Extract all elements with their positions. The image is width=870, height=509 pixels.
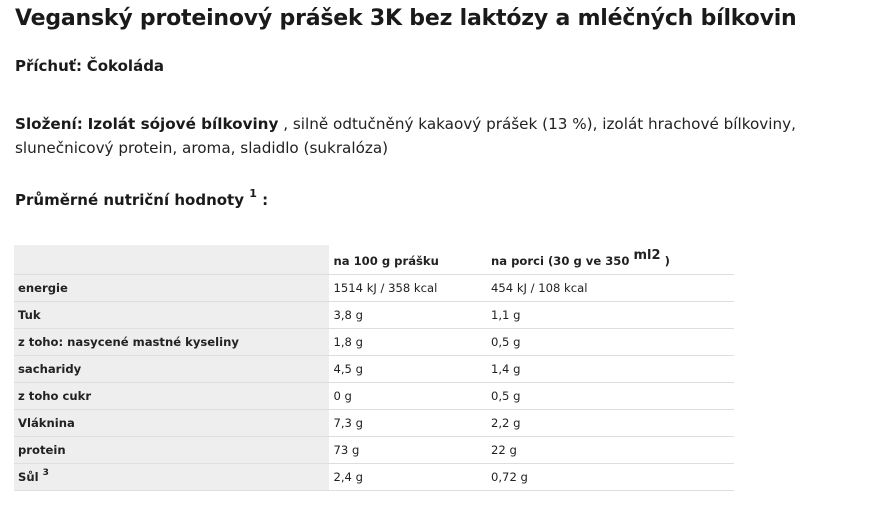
row-value-per-serving: 1,1 g bbox=[487, 302, 734, 329]
row-value-per-serving: 0,5 g bbox=[487, 383, 734, 410]
nutrition-heading bbox=[15, 187, 269, 209]
composition-highlight: Izolát sójové bílkoviny bbox=[87, 115, 279, 133]
row-value-per-100g: 2,4 g bbox=[329, 464, 487, 491]
composition-paragraph bbox=[15, 112, 860, 160]
header-corner-cell bbox=[14, 245, 329, 275]
header-per-serving-text: na porci (30 g ve 350 bbox=[491, 254, 634, 268]
table-row bbox=[14, 329, 734, 356]
nutrition-table-body bbox=[14, 275, 734, 491]
row-value-per-serving: 22 g bbox=[487, 437, 734, 464]
row-label-with-footnote bbox=[14, 464, 329, 491]
nutrition-heading-footnote: 1 bbox=[249, 187, 257, 200]
header-per-serving-footnote: ml2 bbox=[633, 248, 661, 264]
table-row bbox=[14, 464, 734, 491]
row-label: Sůl bbox=[18, 470, 39, 484]
row-label: z toho cukr bbox=[14, 383, 329, 410]
table-row bbox=[14, 356, 734, 383]
row-value-per-100g: 4,5 g bbox=[329, 356, 487, 383]
composition-text: , silně odtučněný kakaový prášek (13 %), izolát hrachové bílkoviny, slunečnicový protein, aroma, sladidlo (sukralóza) bbox=[15, 115, 796, 157]
table-row bbox=[14, 437, 734, 464]
row-label: Tuk bbox=[14, 302, 329, 329]
nutrition-heading-text: Průměrné nutriční hodnoty bbox=[15, 191, 244, 209]
flavor-value: Čokoláda bbox=[86, 57, 165, 75]
nutrition-table-header-row bbox=[14, 245, 734, 275]
row-value-per-serving: 0,5 g bbox=[487, 329, 734, 356]
row-label: z toho: nasycené mastné kyseliny bbox=[14, 329, 329, 356]
row-value-per-100g: 7,3 g bbox=[329, 410, 487, 437]
row-value-per-serving: 1,4 g bbox=[487, 356, 734, 383]
composition-label: Složení: bbox=[15, 115, 83, 133]
table-row bbox=[14, 302, 734, 329]
flavor-line bbox=[15, 57, 164, 75]
row-value-per-100g: 73 g bbox=[329, 437, 487, 464]
product-title: Veganský proteinový prášek 3K bez laktózy a mléčných bílkovin bbox=[15, 6, 797, 31]
row-value-per-100g: 0 g bbox=[329, 383, 487, 410]
row-value-per-serving: 454 kJ / 108 kcal bbox=[487, 275, 734, 302]
row-value-per-serving: 0,72 g bbox=[487, 464, 734, 491]
row-label-footnote: 3 bbox=[42, 468, 49, 479]
table-row bbox=[14, 383, 734, 410]
header-per-serving-close: ) bbox=[660, 254, 670, 268]
nutrition-table bbox=[14, 245, 734, 491]
header-per-100g: na 100 g prášku bbox=[329, 245, 487, 275]
row-label: energie bbox=[14, 275, 329, 302]
row-label: sacharidy bbox=[14, 356, 329, 383]
nutrition-heading-suffix: : bbox=[256, 191, 269, 209]
row-label: Vláknina bbox=[14, 410, 329, 437]
row-label: protein bbox=[14, 437, 329, 464]
row-value-per-100g: 3,8 g bbox=[329, 302, 487, 329]
table-row bbox=[14, 275, 734, 302]
row-value-per-100g: 1,8 g bbox=[329, 329, 487, 356]
flavor-label: Příchuť: bbox=[15, 57, 82, 75]
row-value-per-100g: 1514 kJ / 358 kcal bbox=[329, 275, 487, 302]
row-value-per-serving: 2,2 g bbox=[487, 410, 734, 437]
table-row bbox=[14, 410, 734, 437]
header-per-serving bbox=[487, 245, 734, 275]
